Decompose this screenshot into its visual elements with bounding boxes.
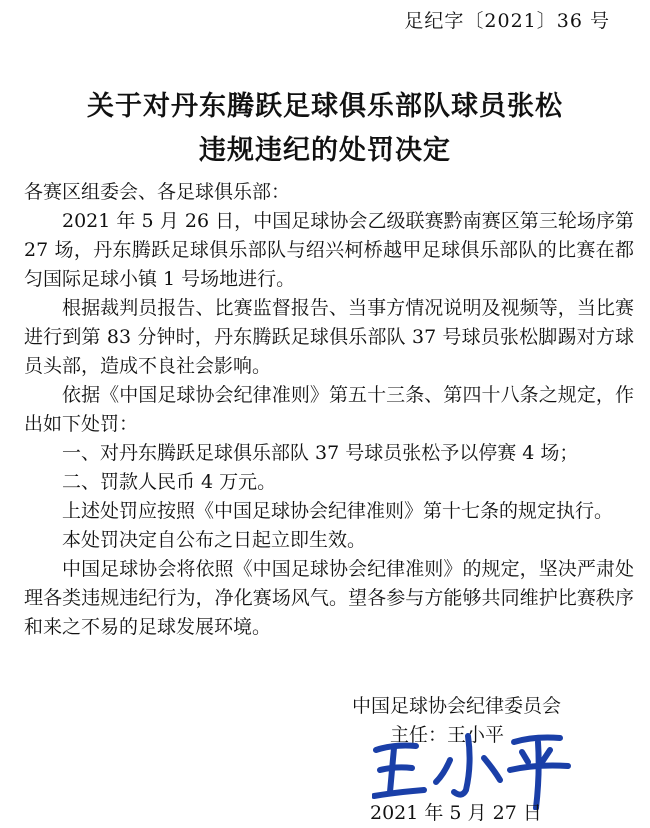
document-number: 足纪字〔2021〕36 号 (404, 10, 610, 32)
salutation: 各赛区组委会、各足球俱乐部： (24, 181, 291, 203)
document-title-line-2: 违规违纪的处罚决定 (199, 135, 451, 166)
penalty-item-1: 一、对丹东腾跃足球俱乐部队 37 号球员张松予以停赛 4 场； (62, 442, 579, 464)
paragraph-findings: 根据裁判员报告、比赛监督报告、当事方情况说明及视频等，当比赛进行到第 83 分钟时，丹东腾跃足球俱乐部队 37 号球员张松脚踢对方球员头部，造成不良社会影响。 (24, 297, 634, 377)
document-title-line-1: 关于对丹东腾跃足球俱乐部队球员张松 (87, 91, 563, 122)
director-line: 主任：王小平 (390, 724, 505, 746)
issuer-name: 中国足球协会纪律委员会 (352, 695, 562, 717)
paragraph-closing: 中国足球协会将依照《中国足球协会纪律准则》的规定，坚决严肃处理各类违规违纪行为，净化赛场风气。望各参与方能够共同维护比赛秩序和来之不易的足球发展环境。 (24, 558, 634, 638)
signature-stroke (436, 760, 450, 782)
signature-stroke (380, 767, 412, 770)
paragraph-basis: 依据《中国足球协会纪律准则》第五十三条、第四十八条之规定，作出如下处罚： (24, 384, 634, 435)
document-body (24, 178, 634, 642)
issue-date: 2021 年 5 月 27 日 (370, 802, 542, 824)
paragraph-effective: 本处罚决定自公布之日起立即生效。 (62, 529, 367, 551)
signature-stroke (542, 750, 550, 762)
paragraph-incident: 2021 年 5 月 26 日，中国足球协会乙级联赛黔南赛区第三轮场序第 27 场，丹东腾跃足球俱乐部队与绍兴柯桥越甲足球俱乐部队的比赛在都匀国际足球小镇 1 号场地进行。 (24, 210, 634, 290)
signature-stroke (522, 752, 528, 762)
signature-stroke (484, 758, 500, 780)
penalty-item-2: 二、罚款人民币 4 万元。 (62, 471, 277, 493)
signature-stroke (374, 790, 424, 796)
paragraph-execution: 上述处罚应按照《中国足球协会纪律准则》第十七条的规定执行。 (62, 500, 614, 522)
signature-stroke (454, 736, 470, 795)
